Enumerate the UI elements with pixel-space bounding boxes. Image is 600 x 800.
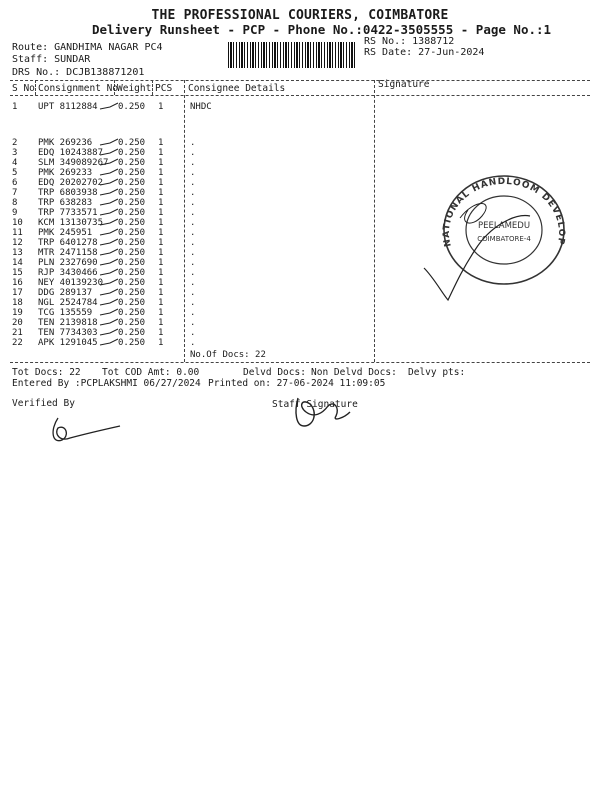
row-consignment-no: PMK 269233 bbox=[38, 168, 93, 178]
row-sno: 2 bbox=[12, 138, 18, 148]
tot-cod-amount: Tot COD Amt: 0.00 bbox=[102, 367, 200, 378]
row-consignee-details: . bbox=[190, 208, 196, 218]
row-consignee-details: . bbox=[190, 178, 196, 188]
check-mark-icon bbox=[98, 188, 120, 198]
check-mark-icon bbox=[98, 218, 120, 228]
row-pcs: 1 bbox=[158, 248, 164, 258]
row-weight: 0.250 bbox=[118, 288, 146, 298]
col-divider bbox=[35, 80, 36, 95]
staff-signature bbox=[288, 392, 358, 432]
row-weight: 0.250 bbox=[118, 318, 146, 328]
row-consignment-no: TRP 638283 bbox=[38, 198, 93, 208]
check-mark-icon bbox=[98, 268, 120, 278]
check-mark-icon bbox=[98, 278, 120, 288]
row-sno: 4 bbox=[12, 158, 18, 168]
staff-signature-label: Staff Signature bbox=[272, 399, 358, 410]
row-pcs: 1 bbox=[158, 138, 164, 148]
row-weight: 0.250 bbox=[118, 278, 146, 288]
row-pcs: 1 bbox=[158, 238, 164, 248]
row-sno: 13 bbox=[12, 248, 23, 258]
runsheet-title: Delivery Runsheet - PCP - Phone No.:0422-3505555 - Page No.:1 bbox=[92, 22, 552, 37]
row-sno: 18 bbox=[12, 298, 23, 308]
no-of-docs: No.Of Docs: 22 bbox=[190, 350, 266, 360]
row-consignment-no: TCG 135559 bbox=[38, 308, 93, 318]
row-sno: 6 bbox=[12, 178, 18, 188]
row-consignment-no: TRP 7733571 bbox=[38, 208, 98, 218]
check-mark-icon bbox=[98, 258, 120, 268]
barcode bbox=[228, 42, 356, 68]
row-sno: 19 bbox=[12, 308, 23, 318]
table-row bbox=[0, 148, 600, 158]
row-consignment-no: NEY 40139230 bbox=[38, 278, 104, 288]
col-header-signature: Signature bbox=[378, 79, 430, 90]
check-mark-icon bbox=[98, 228, 120, 238]
row-consignee-details: . bbox=[190, 338, 196, 348]
col-divider bbox=[152, 80, 153, 95]
row-weight: 0.250 bbox=[118, 158, 146, 168]
row-pcs: 1 bbox=[158, 298, 164, 308]
row-weight: 0.250 bbox=[118, 148, 146, 158]
table-bottom-rule bbox=[10, 362, 590, 363]
row-sno: 14 bbox=[12, 258, 23, 268]
row-pcs: 1 bbox=[158, 338, 164, 348]
non-delivered-docs: Non Delvd Docs: bbox=[311, 367, 397, 378]
row-sno: 10 bbox=[12, 218, 23, 228]
table-row bbox=[0, 318, 600, 328]
row-consignment-no: TEN 2139818 bbox=[38, 318, 98, 328]
row-consignee-details: . bbox=[190, 328, 196, 338]
check-mark-icon bbox=[98, 102, 120, 112]
row-pcs: 1 bbox=[158, 318, 164, 328]
row-weight: 0.250 bbox=[118, 168, 146, 178]
row-weight: 0.250 bbox=[118, 198, 146, 208]
row-weight: 0.250 bbox=[118, 308, 146, 318]
row-weight: 0.250 bbox=[118, 188, 146, 198]
row-consignment-no: TEN 7734303 bbox=[38, 328, 98, 338]
row-consignment-no: MTR 2471158 bbox=[38, 248, 98, 258]
row-sno: 11 bbox=[12, 228, 23, 238]
row-consignment-no: PLN 2327690 bbox=[38, 258, 98, 268]
company-name: THE PROFESSIONAL COURIERS, COIMBATORE bbox=[151, 8, 449, 23]
row-consignment-no: APK 1291045 bbox=[38, 338, 98, 348]
row-consignee-details: . bbox=[190, 138, 196, 148]
delivered-docs: Delvd Docs: bbox=[243, 367, 306, 378]
table-top-rule bbox=[10, 80, 590, 81]
check-mark-icon bbox=[98, 138, 120, 148]
row-sno: 3 bbox=[12, 148, 18, 158]
verified-by-label: Verified By bbox=[12, 398, 75, 409]
row-pcs: 1 bbox=[158, 258, 164, 268]
row-consignee-details: . bbox=[190, 248, 196, 258]
route: Route: GANDHIMA NAGAR PC4 bbox=[12, 42, 163, 53]
row-weight: 0.250 bbox=[118, 228, 146, 238]
table-row bbox=[0, 328, 600, 338]
row-sno: 1 bbox=[12, 102, 18, 112]
row-consignee-details: . bbox=[190, 238, 196, 248]
row-consignment-no: EDQ 10243887 bbox=[38, 148, 104, 158]
col-header-sno: S No bbox=[12, 83, 35, 94]
company-seal-stamp bbox=[420, 158, 588, 308]
row-sno: 12 bbox=[12, 238, 23, 248]
col-header-weight: Weight bbox=[117, 83, 152, 94]
row-consignee-details: . bbox=[190, 168, 196, 178]
check-mark-icon bbox=[98, 208, 120, 218]
check-mark-icon bbox=[98, 298, 120, 308]
row-pcs: 1 bbox=[158, 178, 164, 188]
svg-text:NATIONAL HANDLOOM DEVELOPMENT: NATIONAL HANDLOOM DEVELOP bbox=[441, 176, 567, 248]
svg-text:PEELAMEDU: PEELAMEDU bbox=[477, 221, 531, 231]
row-weight: 0.250 bbox=[118, 238, 146, 248]
printed-on: Printed on: 27-06-2024 11:09:05 bbox=[208, 378, 386, 389]
drs-number: DRS No.: DCJB138871201 bbox=[12, 67, 145, 78]
row-consignment-no: DDG 289137 bbox=[38, 288, 93, 298]
row-pcs: 1 bbox=[158, 208, 164, 218]
row-pcs: 1 bbox=[158, 188, 164, 198]
row-consignment-no: PMK 245951 bbox=[38, 228, 93, 238]
row-consignment-no: TRP 6401278 bbox=[38, 238, 98, 248]
row-consignee-details: . bbox=[190, 218, 196, 228]
delivery-points: Delvy pts: bbox=[408, 367, 466, 378]
row-sno: 7 bbox=[12, 188, 18, 198]
rs-number: RS No.: 1388712 bbox=[364, 36, 455, 47]
rs-date: RS Date: 27-Jun-2024 bbox=[364, 47, 485, 58]
table-row bbox=[0, 102, 600, 112]
table-header-rule bbox=[10, 95, 590, 96]
table-row bbox=[0, 308, 600, 318]
row-pcs: 1 bbox=[158, 278, 164, 288]
row-consignee-details: . bbox=[190, 158, 196, 168]
col-header-details: Consignee Details bbox=[188, 83, 286, 94]
row-sno: 8 bbox=[12, 198, 18, 208]
table-row bbox=[0, 138, 600, 148]
check-mark-icon bbox=[98, 168, 120, 178]
row-consignee-details: . bbox=[190, 188, 196, 198]
row-sno: 21 bbox=[12, 328, 23, 338]
row-consignment-no: TRP 6803938 bbox=[38, 188, 98, 198]
row-sno: 5 bbox=[12, 168, 18, 178]
row-pcs: 1 bbox=[158, 158, 164, 168]
row-consignee-details: NHDC bbox=[190, 102, 212, 112]
row-sno: 15 bbox=[12, 268, 23, 278]
row-consignment-no: RJP 3430466 bbox=[38, 268, 98, 278]
check-mark-icon bbox=[98, 308, 120, 318]
row-pcs: 1 bbox=[158, 228, 164, 238]
col-header-pcs: PCS bbox=[155, 83, 173, 94]
row-pcs: 1 bbox=[158, 308, 164, 318]
row-consignment-no: KCM 13130735 bbox=[38, 218, 104, 228]
svg-text:COIMBATORE-4: COIMBATORE-4 bbox=[477, 235, 531, 243]
check-mark-icon bbox=[98, 288, 120, 298]
row-sno: 22 bbox=[12, 338, 23, 348]
row-consignee-details: . bbox=[190, 148, 196, 158]
row-weight: 0.250 bbox=[118, 258, 146, 268]
verified-by-signature bbox=[40, 410, 130, 450]
row-weight: 0.250 bbox=[118, 298, 146, 308]
row-pcs: 1 bbox=[158, 268, 164, 278]
row-sno: 20 bbox=[12, 318, 23, 328]
row-weight: 0.250 bbox=[118, 268, 146, 278]
tot-docs: Tot Docs: 22 bbox=[12, 367, 81, 378]
check-mark-icon bbox=[98, 248, 120, 258]
row-pcs: 1 bbox=[158, 168, 164, 178]
check-mark-icon bbox=[98, 198, 120, 208]
check-mark-icon bbox=[98, 148, 120, 158]
row-consignment-no: PMK 269236 bbox=[38, 138, 93, 148]
col-header-consignment: Consignment No bbox=[38, 83, 119, 94]
staff: Staff: SUNDAR bbox=[12, 54, 91, 65]
row-consignee-details: . bbox=[190, 288, 196, 298]
row-consignee-details: . bbox=[190, 308, 196, 318]
row-weight: 0.250 bbox=[118, 138, 146, 148]
row-pcs: 1 bbox=[158, 148, 164, 158]
check-mark-icon bbox=[98, 158, 120, 168]
row-weight: 0.250 bbox=[118, 328, 146, 338]
row-pcs: 1 bbox=[158, 328, 164, 338]
row-consignment-no: SLM 349089267 bbox=[38, 158, 109, 168]
row-consignment-no: UPT 8112884 bbox=[38, 102, 98, 112]
row-consignee-details: . bbox=[190, 258, 196, 268]
row-sno: 17 bbox=[12, 288, 23, 298]
row-weight: 0.250 bbox=[118, 208, 146, 218]
row-consignment-no: EDQ 20202702 bbox=[38, 178, 104, 188]
row-consignee-details: . bbox=[190, 268, 196, 278]
row-weight: 0.250 bbox=[118, 248, 146, 258]
check-mark-icon bbox=[98, 328, 120, 338]
row-sno: 9 bbox=[12, 208, 18, 218]
check-mark-icon bbox=[98, 178, 120, 188]
row-weight: 0.250 bbox=[118, 218, 146, 228]
check-mark-icon bbox=[98, 238, 120, 248]
row-weight: 0.250 bbox=[118, 178, 146, 188]
row-pcs: 1 bbox=[158, 288, 164, 298]
check-mark-icon bbox=[98, 318, 120, 328]
check-mark-icon bbox=[98, 338, 120, 348]
row-weight: 0.250 bbox=[118, 102, 146, 112]
row-pcs: 1 bbox=[158, 102, 164, 112]
table-row bbox=[0, 338, 600, 348]
row-consignee-details: . bbox=[190, 228, 196, 238]
entered-by: Entered By :PCPLAKSHMI 06/27/2024 bbox=[12, 378, 201, 389]
row-consignee-details: . bbox=[190, 278, 196, 288]
row-pcs: 1 bbox=[158, 218, 164, 228]
row-consignee-details: . bbox=[190, 318, 196, 328]
row-sno: 16 bbox=[12, 278, 23, 288]
row-consignment-no: NGL 2524784 bbox=[38, 298, 98, 308]
row-consignee-details: . bbox=[190, 298, 196, 308]
row-consignee-details: . bbox=[190, 198, 196, 208]
row-pcs: 1 bbox=[158, 198, 164, 208]
row-weight: 0.250 bbox=[118, 338, 146, 348]
